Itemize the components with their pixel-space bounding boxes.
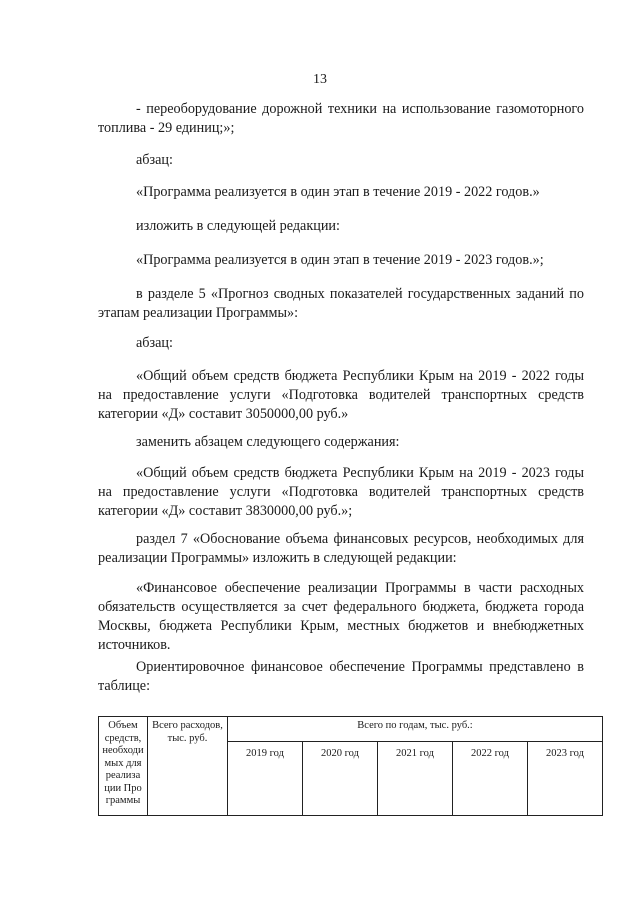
table-header-year: 2019 год <box>228 742 303 816</box>
paragraph-gas-engine-equipment: - переоборудование дорожной техники на использование газомоторного топлива - 29 единиц;»; <box>98 101 584 136</box>
paragraph-abzac-2: абзац: <box>136 335 173 351</box>
paragraph-program-2023: «Программа реализуется в один этап в течение 2019 - 2023 годов.»; <box>136 252 544 268</box>
table-header-year: 2021 год <box>378 742 453 816</box>
paragraph-table-intro: Ориентировочное финансовое обеспечение Программы представлено в таблице: <box>98 659 584 694</box>
paragraph-financing-sources: «Финансовое обеспечение реализации Программы в части расходных обязательств осуществляется за счет федерального бюджета, бюджета города Москвы, бюджета Республики Крым, местных бюджетов и внебюджетных источников. <box>98 580 584 653</box>
paragraph-replace: заменить абзацем следующего содержания: <box>136 434 400 450</box>
paragraph-budget-2022: «Общий объем средств бюджета Республики Крым на 2019 - 2022 годы на предоставление услуги «Подготовка водителей транспортных средств категории «Д» составит 3050000,00 руб.» <box>98 368 584 422</box>
paragraph-abzac-1: абзац: <box>136 152 173 168</box>
table-header-by-years: Всего по годам, тыс. руб.: <box>228 717 603 742</box>
table-header-funding-volume: Объем средств, необходи мых для реализа ции Про граммы <box>99 717 148 816</box>
table-header-year: 2020 год <box>303 742 378 816</box>
paragraph-program-2022: «Программа реализуется в один этап в течение 2019 - 2022 годов.» <box>136 184 540 200</box>
table-header-year: 2023 год <box>528 742 603 816</box>
paragraph-section-7: раздел 7 «Обоснование объема финансовых ресурсов, необходимых для реализации Программы» изложить в следующей редакции: <box>98 531 584 566</box>
financing-table <box>98 716 603 816</box>
paragraph-budget-2023: «Общий объем средств бюджета Республики Крым на 2019 - 2023 годы на предоставление услуги «Подготовка водителей транспортных средств категории «Д» составит 3830000,00 руб.»; <box>98 465 584 519</box>
table-header-year: 2022 год <box>453 742 528 816</box>
page-number: 13 <box>313 72 327 87</box>
table-header-total-expenses: Всего расходов, тыс. руб. <box>148 717 228 816</box>
paragraph-section-5: в разделе 5 «Прогноз сводных показателей государственных заданий по этапам реализации Программы»: <box>98 286 584 321</box>
paragraph-new-edition: изложить в следующей редакции: <box>136 218 340 234</box>
